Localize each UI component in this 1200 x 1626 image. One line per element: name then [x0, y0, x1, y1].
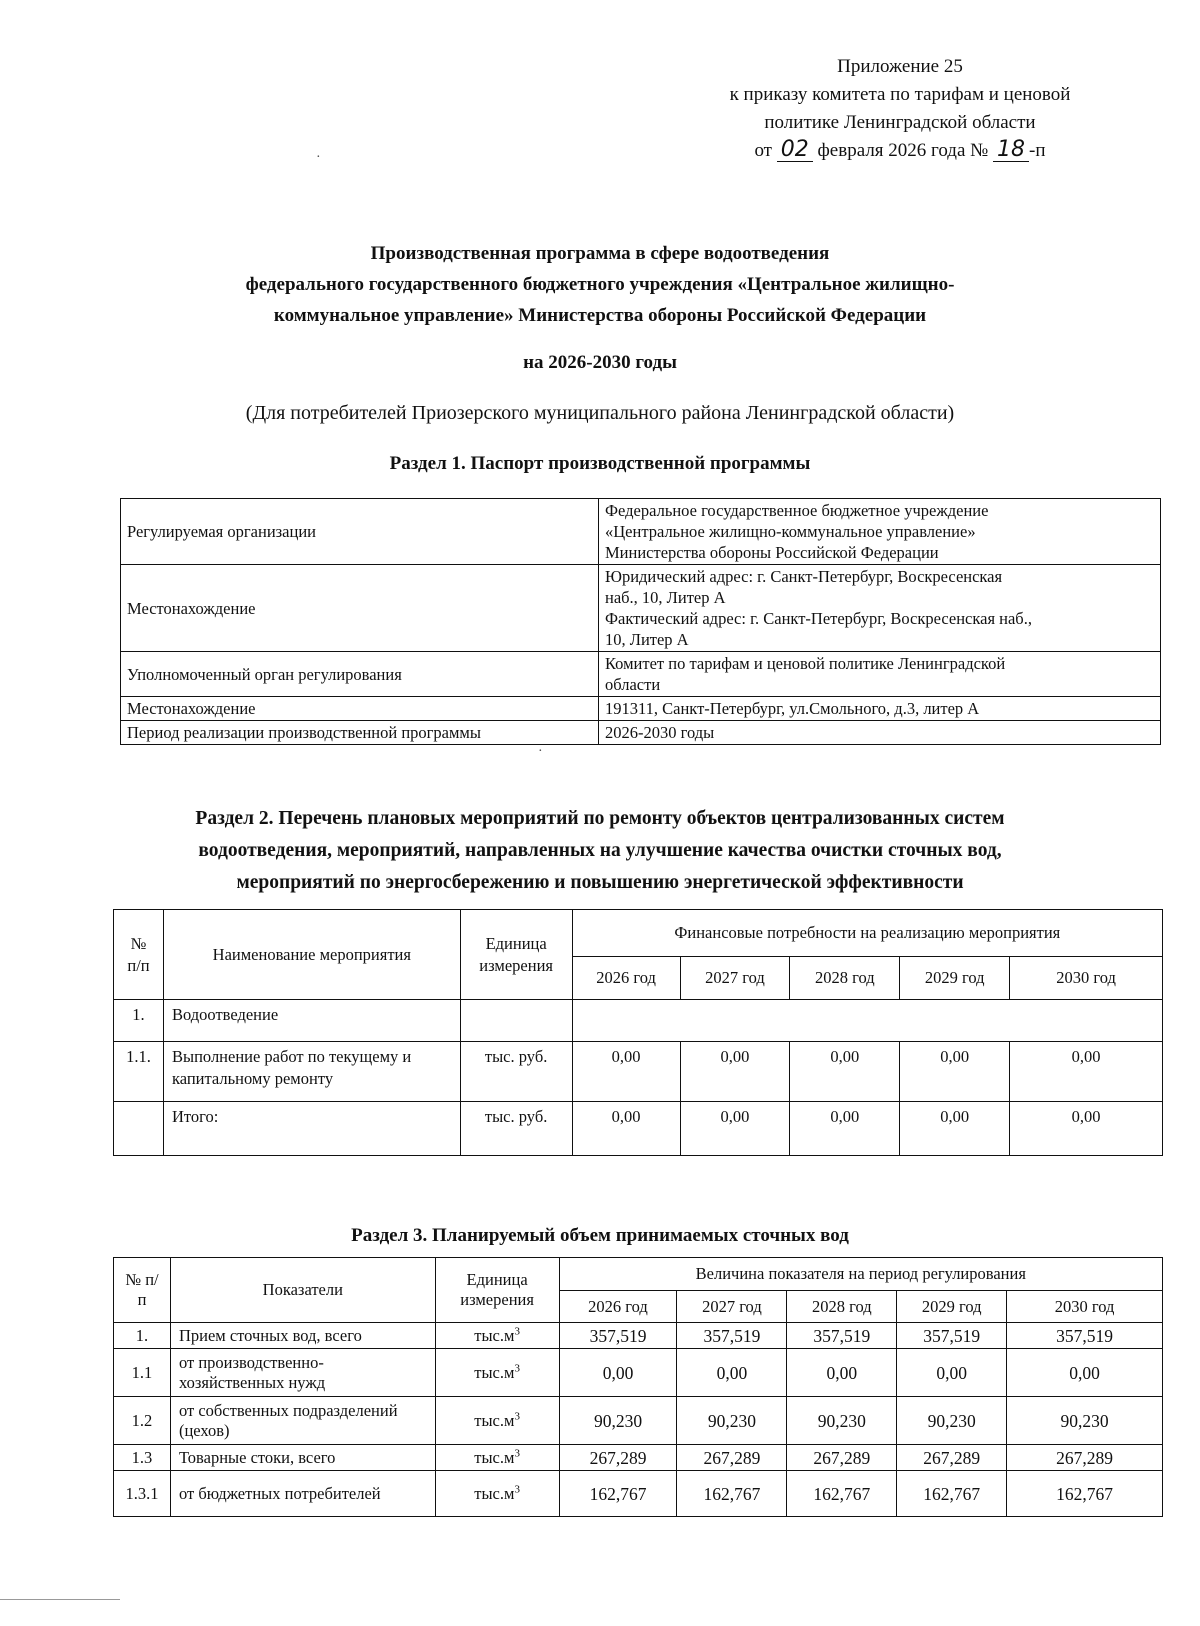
section2-heading-line-3: мероприятий по энергосбережению и повышению энергетической эффективности [236, 872, 964, 893]
passport-row [121, 652, 1161, 697]
measure-row [114, 1042, 1163, 1102]
section2-heading-line-1: Раздел 2. Перечень плановых мероприятий по ремонту объектов централизованных систем [195, 808, 1005, 829]
row-value: 267,289 [559, 1445, 677, 1471]
row-value: 357,519 [677, 1323, 787, 1349]
group-unit-cell [460, 1000, 572, 1042]
year-header: 2028 год [790, 957, 900, 1000]
passport-value-line: 2026-2030 годы [605, 723, 715, 742]
header-num: № п/п [114, 910, 164, 1000]
row-value: 0,00 [897, 1349, 1007, 1397]
handwritten-day: 02 [777, 139, 813, 162]
row-unit [435, 1323, 559, 1349]
row-num: 1.1 [114, 1349, 171, 1397]
header-group: Финансовые потребности на реализацию мероприятия [572, 910, 1162, 957]
unit-text: тыс.м [474, 1483, 515, 1503]
scan-dot: · [538, 744, 543, 759]
row-value: 162,767 [897, 1471, 1007, 1517]
title-line-3: коммунальное управление» Министерства обороны Российской Федерации [273, 305, 927, 326]
unit-power: 3 [514, 1325, 520, 1337]
row-value: 162,767 [677, 1471, 787, 1517]
row-value: 90,230 [1007, 1397, 1163, 1445]
row-value: 0,00 [1010, 1102, 1163, 1156]
passport-key: Местонахождение [121, 565, 599, 652]
passport-row [121, 565, 1161, 652]
passport-row [121, 721, 1161, 745]
passport-row [121, 499, 1161, 565]
year-header: 2026 год [572, 957, 680, 1000]
row-value: 0,00 [559, 1349, 677, 1397]
row-value: 267,289 [897, 1445, 1007, 1471]
unit-power: 3 [514, 1410, 520, 1422]
year-header: 2030 год [1010, 957, 1163, 1000]
passport-value [599, 697, 1161, 721]
passport-value [599, 652, 1161, 697]
row-name: Итого: [163, 1102, 460, 1156]
unit-text: тыс.м [474, 1362, 515, 1382]
row-num [114, 1102, 164, 1156]
unit-power: 3 [514, 1447, 520, 1459]
row-value: 162,767 [1007, 1471, 1163, 1517]
year-header: 2027 год [677, 1291, 787, 1323]
row-unit [435, 1471, 559, 1517]
header-name: Показатели [170, 1258, 435, 1323]
row-num: 1.2 [114, 1397, 171, 1445]
row-value: 0,00 [1007, 1349, 1163, 1397]
row-unit: тыс. руб. [460, 1042, 572, 1102]
volume-row [114, 1397, 1163, 1445]
row-value: 0,00 [680, 1042, 790, 1102]
row-value: 0,00 [790, 1042, 900, 1102]
volume-row [114, 1471, 1163, 1517]
unit-power: 3 [514, 1483, 520, 1495]
row-num: 1.3 [114, 1445, 171, 1471]
passport-value-line: 191311, Санкт-Петербург, ул.Смольного, д.3, литер А [605, 699, 980, 718]
row-num: 1.3.1 [114, 1471, 171, 1517]
appendix-line-1: Приложение 25 [837, 56, 963, 77]
row-num: 1. [114, 1323, 171, 1349]
row-value: 0,00 [680, 1102, 790, 1156]
section2-heading [60, 803, 1140, 899]
section3-heading: Раздел 3. Планируемый объем принимаемых сточных вод [351, 1225, 849, 1246]
passport-value-line: 10, Литер А [605, 630, 689, 649]
header-name: Наименование мероприятия [163, 910, 460, 1000]
scan-dot: · [316, 150, 321, 165]
appendix-line-2: к приказу комитета по тарифам и ценовой [729, 84, 1071, 105]
row-value: 90,230 [897, 1397, 1007, 1445]
row-value: 357,519 [559, 1323, 677, 1349]
row-value: 0,00 [900, 1102, 1010, 1156]
unit-power: 3 [514, 1362, 520, 1374]
section1-heading: Раздел 1. Паспорт производственной программы [389, 453, 811, 474]
unit-text: тыс.м [474, 1410, 515, 1430]
handwritten-order-number: 18 [993, 139, 1029, 162]
group-name: Водоотведение [163, 1000, 460, 1042]
order-suffix: -п [1029, 140, 1046, 161]
measure-row [114, 1102, 1163, 1156]
passport-value-line: наб., 10, Литер А [605, 588, 726, 607]
passport-row [121, 697, 1161, 721]
date-middle: февраля 2026 года № [817, 140, 989, 161]
row-value: 357,519 [1007, 1323, 1163, 1349]
program-consumers: (Для потребителей Приозерского муниципального района Ленинградской области) [245, 402, 955, 424]
group-values-cell [572, 1000, 1162, 1042]
row-name: Товарные стоки, всего [170, 1445, 435, 1471]
row-num: 1.1. [114, 1042, 164, 1102]
date-prefix: от [754, 140, 772, 161]
row-value: 267,289 [1007, 1445, 1163, 1471]
program-title [100, 238, 1100, 331]
scan-edge-line [0, 1599, 120, 1600]
passport-key: Регулируемая организации [121, 499, 599, 565]
year-header: 2029 год [897, 1291, 1007, 1323]
appendix-header [640, 53, 1160, 165]
row-value: 357,519 [787, 1323, 897, 1349]
row-name: Прием сточных вод, всего [170, 1323, 435, 1349]
row-value: 162,767 [559, 1471, 677, 1517]
row-value: 162,767 [787, 1471, 897, 1517]
passport-value-line: «Центральное жилищно-коммунальное управление» [605, 522, 976, 541]
title-line-1: Производственная программа в сфере водоотведения [370, 243, 830, 264]
passport-value [599, 565, 1161, 652]
row-unit [435, 1445, 559, 1471]
year-header: 2029 год [900, 957, 1010, 1000]
row-value: 0,00 [677, 1349, 787, 1397]
year-header: 2026 год [559, 1291, 677, 1323]
program-years: на 2026-2030 годы [523, 352, 677, 373]
group-num: 1. [114, 1000, 164, 1042]
header-unit: Единица измерения [435, 1258, 559, 1323]
row-value: 267,289 [677, 1445, 787, 1471]
unit-text: тыс.м [474, 1447, 515, 1467]
passport-key: Местонахождение [121, 697, 599, 721]
header-num: № п/п [114, 1258, 171, 1323]
row-value: 0,00 [572, 1042, 680, 1102]
row-value: 0,00 [787, 1349, 897, 1397]
appendix-line-3: политике Ленинградской области [764, 112, 1036, 133]
row-value: 0,00 [572, 1102, 680, 1156]
passport-key: Уполномоченный орган регулирования [121, 652, 599, 697]
row-name: от производственно-хозяйственных нужд [170, 1349, 435, 1397]
row-value: 90,230 [787, 1397, 897, 1445]
row-name: от собственных подразделений (цехов) [170, 1397, 435, 1445]
row-value: 0,00 [1010, 1042, 1163, 1102]
appendix-date-line [640, 137, 1160, 165]
section2-heading-line-2: водоотведения, мероприятий, направленных на улучшение качества очистки сточных вод, [198, 840, 1002, 861]
row-unit: тыс. руб. [460, 1102, 572, 1156]
passport-table [120, 498, 1161, 745]
row-name: от бюджетных потребителей [170, 1471, 435, 1517]
row-name: Выполнение работ по текущему и капитальному ремонту [163, 1042, 460, 1102]
passport-value [599, 721, 1161, 745]
passport-value-line: Юридический адрес: г. Санкт-Петербург, Воскресенская [605, 567, 1003, 586]
year-header: 2030 год [1007, 1291, 1163, 1323]
year-header: 2028 год [787, 1291, 897, 1323]
row-value: 357,519 [897, 1323, 1007, 1349]
row-value: 90,230 [559, 1397, 677, 1445]
row-unit [435, 1397, 559, 1445]
title-line-2: федерального государственного бюджетного учреждения «Центральное жилищно- [245, 274, 955, 295]
header-group: Величина показателя на период регулирования [559, 1258, 1162, 1291]
passport-value-line: Фактический адрес: г. Санкт-Петербург, Воскресенская наб., [605, 609, 1032, 628]
passport-key: Период реализации производственной программы [121, 721, 599, 745]
passport-value-line: Комитет по тарифам и ценовой политике Ленинградской [605, 654, 1006, 673]
year-header: 2027 год [680, 957, 790, 1000]
passport-value-line: Министерства обороны Российской Федерации [605, 543, 939, 562]
passport-value [599, 499, 1161, 565]
passport-value-line: Федеральное государственное бюджетное учреждение [605, 501, 989, 520]
row-value: 0,00 [790, 1102, 900, 1156]
row-value: 267,289 [787, 1445, 897, 1471]
passport-value-line: области [605, 675, 661, 694]
row-value: 90,230 [677, 1397, 787, 1445]
volume-row [114, 1445, 1163, 1471]
measures-table [113, 909, 1163, 1156]
volume-row [114, 1349, 1163, 1397]
row-value: 0,00 [900, 1042, 1010, 1102]
unit-text: тыс.м [474, 1325, 515, 1345]
row-unit [435, 1349, 559, 1397]
volume-row [114, 1323, 1163, 1349]
header-unit: Единица измерения [460, 910, 572, 1000]
volume-table [113, 1257, 1163, 1517]
